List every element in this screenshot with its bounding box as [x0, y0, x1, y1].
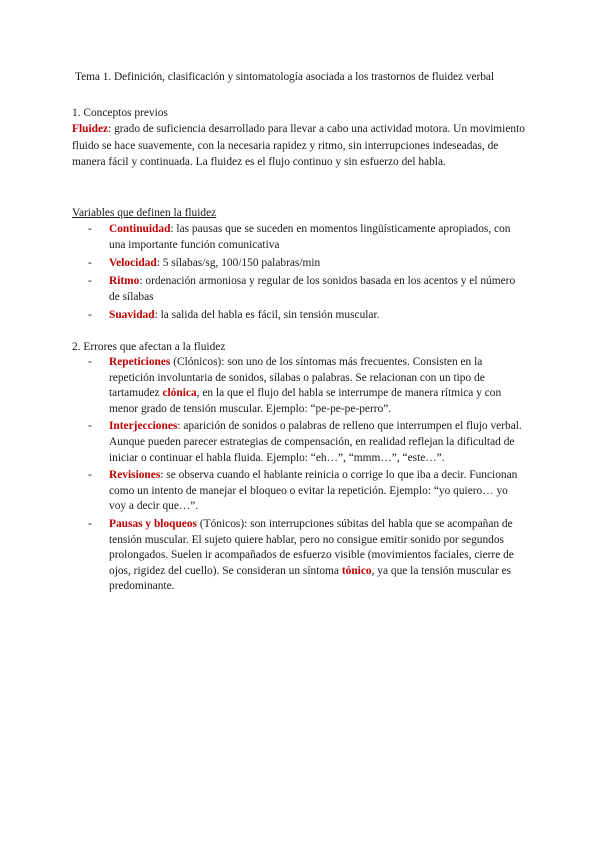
dash-bullet: - [88, 257, 92, 269]
list-item [72, 221, 527, 253]
variable-text: : las pausas que se suceden en momentos lingüísticamente apropiados, con una importante función comunicativa [109, 223, 511, 251]
error-text: : aparición de sonidos o palabras de relleno que interrumpen el flujo verbal. Aunque pueden parecer estrategias de compensación, en realidad reflejan la dificultad de iniciar o continuar el habla fluida. Ejemplo: “eh…”, “mmm…”, “este…”. [109, 420, 522, 464]
variable-text: : la salida del habla es fácil, sin tensión muscular. [154, 309, 380, 321]
error-term: Pausas y bloqueos [109, 517, 197, 530]
error-text: (Clónicos): son uno de los síntomas más frecuentes. Consisten en la repetición involuntaria de sonidos, sílabas o palabras. Se relacionan con un tipo de tartamudez [109, 356, 485, 400]
list-item [72, 255, 527, 271]
dash-bullet: - [88, 356, 92, 368]
error-term: Repeticiones [109, 356, 171, 368]
variable-text: : ordenación armoniosa y regular de los sonidos basada en los acentos y el número de sílabas [109, 275, 516, 303]
error-text: : se observa cuando el hablante reinicia o corrige lo que iba a decir. Funcionan como un intento de manejar el bloqueo o evitar la repetición. Ejemplo: “yo quiero… yo voy a decir que…”. [109, 469, 518, 513]
variables-heading: Variables que definen la fluidez [72, 207, 217, 219]
variable-text: : 5 sílabas/sg, 100/150 palabras/min [156, 257, 321, 269]
document-title: Tema 1. Definición, clasificación y sintomatología asociada a los trastornos de fluidez verbal [75, 71, 494, 83]
list-item [72, 468, 527, 515]
dash-bullet: - [88, 275, 92, 287]
variable-term: Velocidad [109, 257, 157, 269]
section2-heading: 2. Errores que afectan a la fluidez [72, 341, 226, 353]
list-item [72, 273, 527, 305]
error-term-secondary: tónico [341, 564, 372, 577]
error-term: Interjecciones [109, 420, 178, 433]
list-item [72, 517, 527, 595]
variables-list [72, 221, 527, 325]
dash-bullet: - [88, 420, 92, 433]
error-term-secondary: clónica [162, 387, 197, 400]
dash-bullet: - [88, 309, 92, 321]
errors-list [72, 355, 527, 597]
error-text-cont: , en la que el flujo del habla se interrumpe de manera rítmica y con menor grado de tensión muscular. Ejemplo: “pe-pe-pe-perro”. [109, 387, 502, 415]
error-text-cont: , ya que la tensión muscular es predominante. [109, 564, 512, 593]
dash-bullet: - [88, 469, 92, 482]
list-item [72, 307, 527, 323]
list-item [72, 355, 527, 417]
fluidez-text: : grado de suficiencia desarrollado para llevar a cabo una actividad motora. Un movimiento fluido se hace suavemente, con la necesaria rapidez y ritmo, sin interrupciones indeseadas, de manera fácil y continuada. La fluidez es el flujo continuo y sin esfuerzo del habla. [72, 123, 525, 168]
error-term: Revisiones [109, 469, 161, 482]
variable-term: Continuidad [109, 223, 171, 235]
list-item [72, 419, 527, 466]
section1-heading: 1. Conceptos previos [72, 107, 168, 119]
dash-bullet: - [88, 223, 92, 235]
fluidez-definition [72, 121, 527, 171]
variable-term: Suavidad [109, 309, 155, 321]
fluidez-term: Fluidez [72, 123, 109, 135]
dash-bullet: - [88, 517, 92, 530]
error-text: (Tónicos): son interrupciones súbitas del habla que se acompañan de tensión muscular. El sujeto quiere hablar, pero no consigue emitir sonido por segundos prolongados. Suelen ir acompañados de esfuerzo visible (movimientos faciales, cierre de ojos, rigidez del cuello). Se consideran un síntoma [109, 517, 514, 577]
variable-term: Ritmo [109, 275, 140, 287]
